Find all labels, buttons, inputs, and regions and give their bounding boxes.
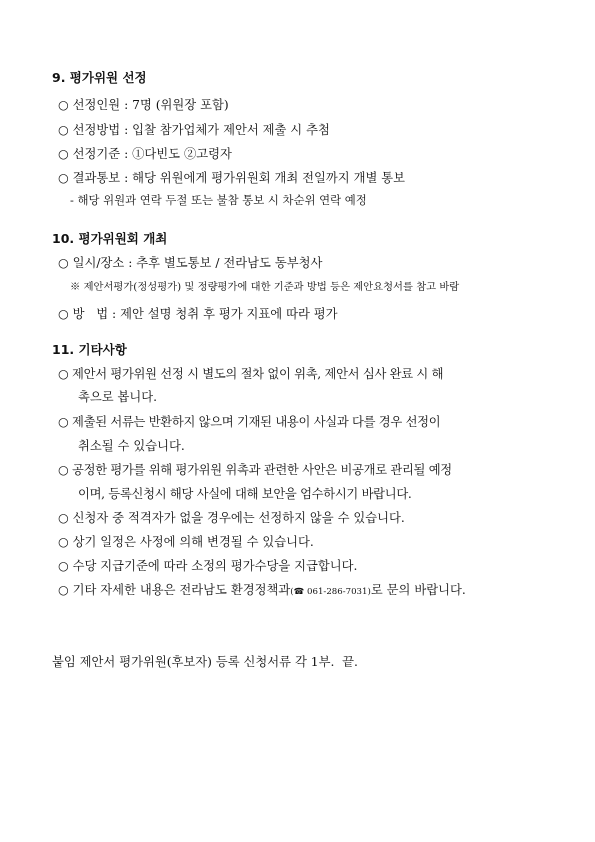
s10-note: ※ 제안서평가(정성평가) 및 정량평가에 대한 기준과 방법 등은 제안요청서를 참고 바람 [70,281,460,293]
s11-item2-line1: ○ 제출된 서류는 반환하지 않으며 기재된 내용이 사실과 다를 경우 선정이 [58,415,441,429]
s11-item4: ○ 신청자 중 적격자가 없을 경우에는 선정하지 않을 수 있습니다. [58,511,405,525]
attachment-line: 붙임 제안서 평가위원(후보자) 등록 신청서류 각 1부. 끝. [52,655,358,669]
s11-item2-line2: 취소될 수 있습니다. [78,439,185,453]
s11-item1-line2: 촉으로 봅니다. [78,390,158,404]
s11-item7 [58,580,466,598]
s11-item3-line1: ○ 공정한 평가를 위해 평가위원 위촉과 관련한 사안은 비공개로 관리될 예정 [58,463,452,477]
s11-item1-line1: ○ 제안서 평가위원 선정 시 별도의 절차 없이 위촉, 제안서 심사 완료 시 해 [58,367,444,381]
s10-item-method: ○ 방 법 : 제안 설명 청취 후 평가 지표에 따라 평가 [58,307,338,321]
s11-item7-text-end: 로 문의 바랍니다. [370,583,466,597]
s9-note: - 해당 위원과 연락 두절 또는 불참 통보 시 차순위 연락 예정 [70,193,367,207]
s9-item-notice: ○ 결과통보 : 해당 위원에게 평가위원회 개최 전일까지 개별 통보 [58,171,406,185]
s11-item6: ○ 수당 지급기준에 따라 소정의 평가수당을 지급합니다. [58,559,358,573]
s11-item7-text: ○ 기타 자세한 내용은 전라남도 환경정책과 [58,583,291,597]
s10-item-datetime: ○ 일시/장소 : 추후 별도통보 / 전라남도 동부청사 [58,256,323,270]
section-9-title: 9. 평가위원 선정 [52,70,147,85]
s9-item-method: ○ 선정방법 : 입찰 참가업체가 제안서 제출 시 추첨 [58,123,330,137]
s9-item-headcount: ○ 선정인원 : 7명 (위원장 포함) [58,98,229,112]
section-10-title: 10. 평가위원회 개최 [52,231,168,246]
s11-item5: ○ 상기 일정은 사정에 의해 변경될 수 있습니다. [58,535,314,549]
s9-item-criteria: ○ 선정기준 : ①다빈도 ②고령자 [58,147,232,161]
section-11-title: 11. 기타사항 [52,342,127,357]
s11-item7-phone: (☎ 061-286-7031) [290,587,371,597]
s11-item3-line2: 이며, 등록신청시 해당 사실에 대해 보안을 엄수하시기 바랍니다. [78,487,412,501]
